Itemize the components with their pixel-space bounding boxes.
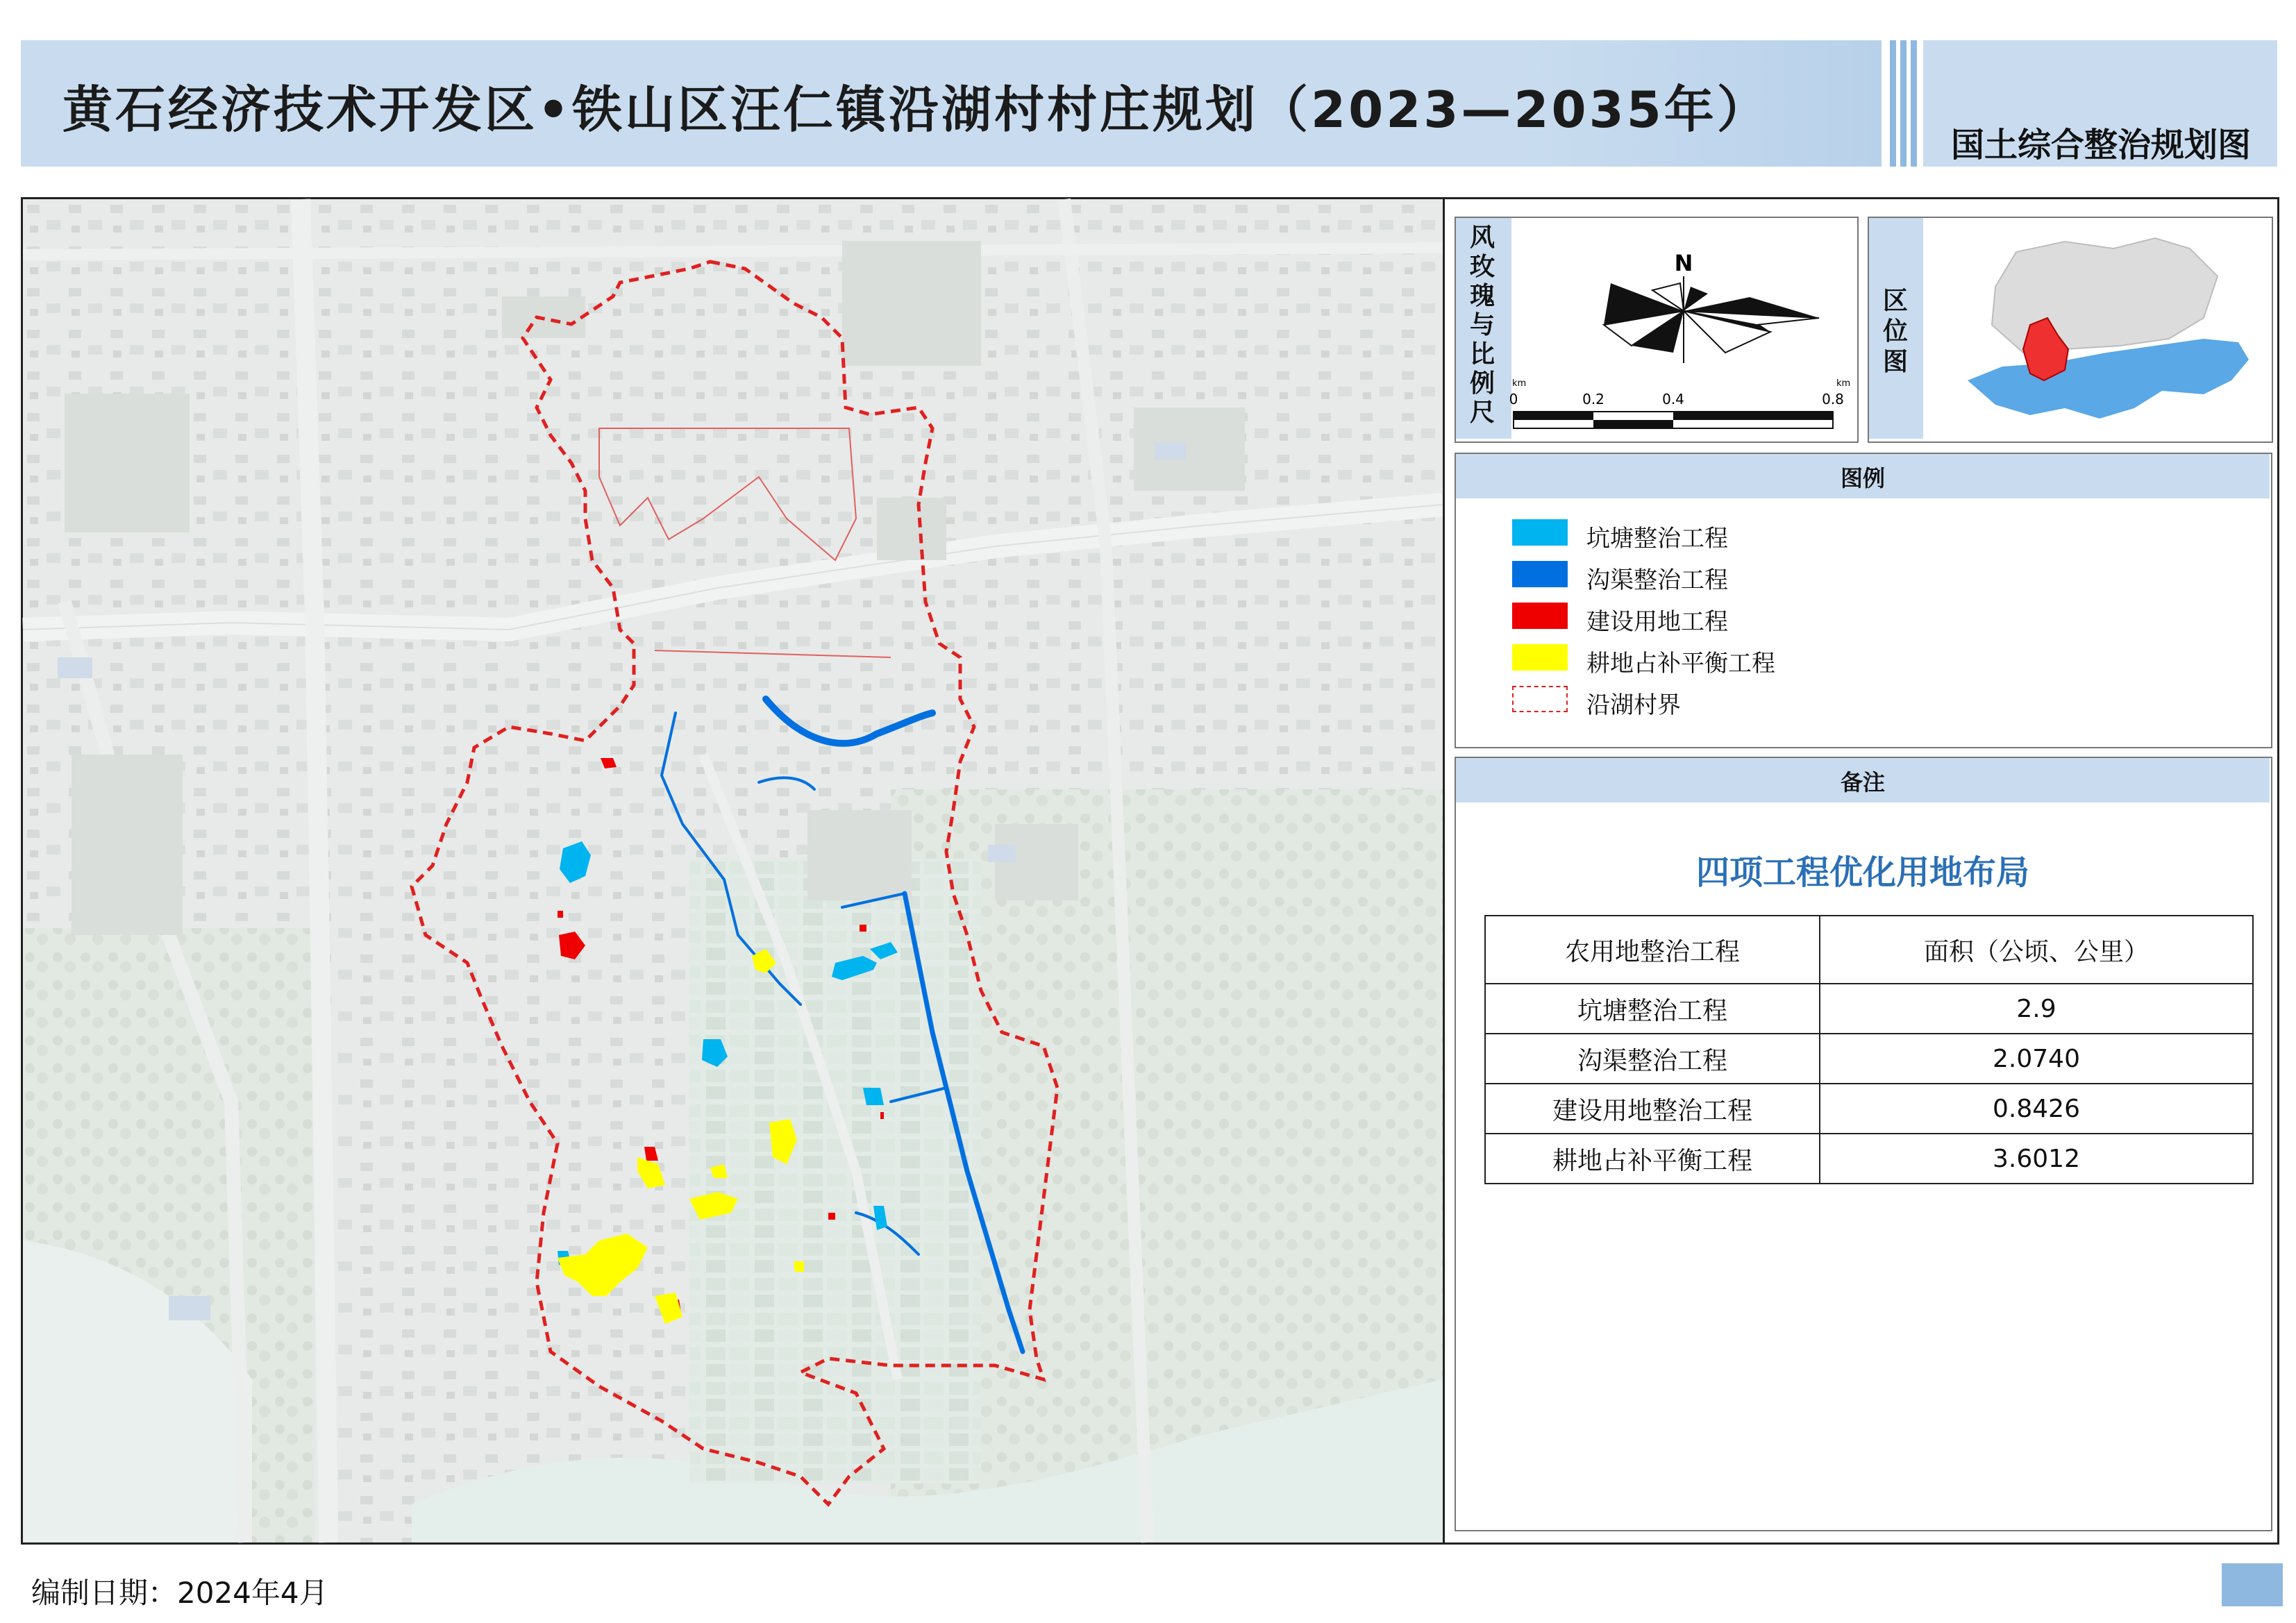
table-cell: 3.6012 <box>1820 1134 2253 1184</box>
table-row <box>1485 1134 2253 1184</box>
legend-label: 耕地占补平衡工程 <box>1586 650 1775 678</box>
pond-legend-swatch <box>1512 519 1568 546</box>
map-canvas[interactable] <box>23 199 1443 1542</box>
legend-label: 沿湖村界 <box>1586 691 1681 719</box>
table-header: 农用地整治工程 <box>1485 916 1820 984</box>
header-stripe <box>1900 40 1907 167</box>
scale-bar <box>1509 378 1851 428</box>
notes-title: 备注 <box>1840 769 1885 796</box>
farmland-legend-swatch <box>1512 644 1568 671</box>
page-title: 黄石经济技术开发区•铁山区汪仁镇沿湖村村庄规划（2023—2035年） <box>62 81 1770 139</box>
boundary-legend-swatch <box>1512 686 1568 712</box>
scale-unit-right: km <box>1836 378 1851 389</box>
legend-label: 建设用地工程 <box>1586 608 1728 636</box>
footer-marker <box>2222 1563 2283 1606</box>
north-label: N <box>1674 250 1693 276</box>
table-cell: 2.0740 <box>1820 1034 2253 1084</box>
wind-rose-and-scale <box>1509 221 1854 437</box>
table-cell: 2.9 <box>1820 984 2253 1034</box>
table-header: 面积（公顷、公里） <box>1820 916 2253 984</box>
scale-tick-label: 0.2 <box>1582 391 1604 407</box>
scale-tick-label: 0.8 <box>1822 391 1844 407</box>
construction-legend-swatch <box>1512 603 1568 629</box>
compile-date: 编制日期：2024年4月 <box>31 1576 328 1610</box>
table-cell: 建设用地整治工程 <box>1485 1084 1820 1134</box>
table-row <box>1485 984 2253 1034</box>
farmland-area <box>689 859 981 1483</box>
legend-label: 坑塘整治工程 <box>1586 525 1728 553</box>
table-cell: 耕地占补平衡工程 <box>1485 1134 1820 1184</box>
map-frame[interactable] <box>21 197 1445 1545</box>
table-cell: 沟渠整治工程 <box>1485 1034 1820 1084</box>
table-cell: 坑塘整治工程 <box>1485 984 1820 1034</box>
locator-map[interactable] <box>1926 221 2266 437</box>
map-type-label: 国土综合整治规划图 <box>1951 126 2252 165</box>
scale-tick-label: 0 <box>1509 391 1518 407</box>
legend-title: 图例 <box>1840 465 1885 491</box>
scale-tick-label: 0.4 <box>1662 391 1684 407</box>
district-area <box>1992 238 2218 353</box>
ditch-legend-swatch <box>1512 561 1568 587</box>
table-header-row <box>1485 916 2253 984</box>
lake-area <box>1968 339 2249 419</box>
header-stripe <box>1911 40 1917 167</box>
scale-unit-left: km <box>1512 378 1527 389</box>
header-stripe <box>1890 40 1896 167</box>
table-row <box>1485 1034 2253 1084</box>
locator-panel-label: 区位图 <box>1882 287 1908 376</box>
legend-label: 沟渠整治工程 <box>1586 566 1728 594</box>
table-row <box>1485 1084 2253 1134</box>
road <box>23 248 1443 255</box>
wind-rose-icon <box>1604 276 1819 363</box>
table-cell: 0.8426 <box>1820 1084 2253 1134</box>
compass-panel-label: 风玫瑰与比例尺 <box>1469 224 1495 427</box>
stats-table <box>1484 915 2254 1184</box>
notes-subtitle: 四项工程优化用地布局 <box>1695 853 2029 892</box>
